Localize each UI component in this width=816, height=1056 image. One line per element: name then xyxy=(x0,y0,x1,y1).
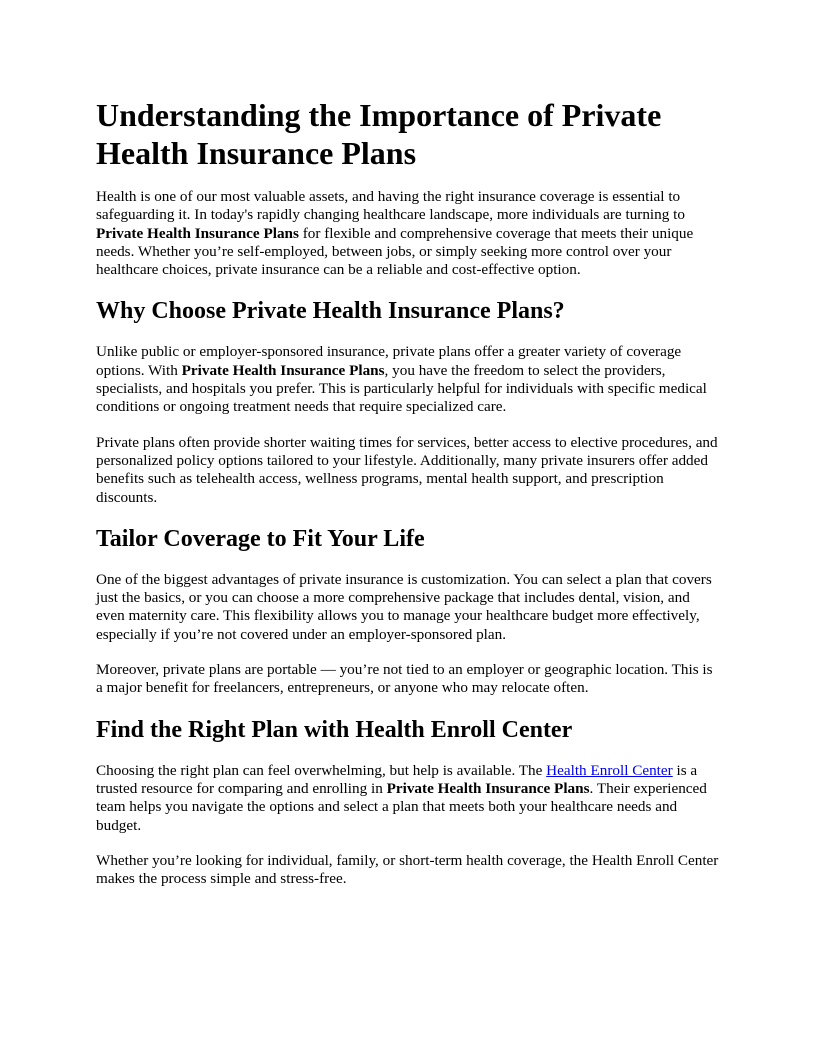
intro-paragraph xyxy=(96,188,722,279)
document-page xyxy=(96,96,722,905)
section1-paragraph-2: Private plans often provide shorter waiting times for services, better access to elective procedures, and personalized policy options tailored to your lifestyle. Additionally, many private insurers offer added benefits such as telehealth access, wellness programs, mental health support, and prescription discounts. xyxy=(96,433,718,506)
section1-bold-term: Private Health Insurance Plans xyxy=(181,361,385,379)
section3-paragraph-1 xyxy=(96,762,722,835)
page-title: Understanding the Importance of Private Health Insurance Plans xyxy=(96,97,662,171)
section3-text-3: . Their experienced team helps you navigate the options and select a plan that meets both your healthcare needs and budget. xyxy=(96,779,707,834)
section1-paragraph-1 xyxy=(96,343,722,416)
section2-paragraph-2: Moreover, private plans are portable — you’re not tied to an employer or geographic location. This is a major benefit for freelancers, entrepreneurs, or anyone who may relocate often. xyxy=(96,661,713,697)
section3-bold-term: Private Health Insurance Plans xyxy=(386,779,590,797)
section2-paragraph-1: One of the biggest advantages of private insurance is customization. You can select a plan that covers just the basics, or you can choose a more comprehensive package that includes dental, vision, and even maternity care. This flexibility allows you to manage your healthcare budget more effectively, especially if you’re not covered under an employer-sponsored plan. xyxy=(96,570,712,643)
section1-text-2: , you have the freedom to select the providers, specialists, and hospitals you prefer. This is particularly helpful for individuals with specific medical conditions or ongoing treatment needs that require specialized care. xyxy=(96,361,707,416)
section-heading-tailor-coverage: Tailor Coverage to Fit Your Life xyxy=(96,525,425,552)
section-heading-find-plan: Find the Right Plan with Health Enroll Center xyxy=(96,716,573,743)
intro-text-1: Health is one of our most valuable assets, and having the right insurance coverage is essential to safeguarding it. In today's rapidly changing healthcare landscape, more individuals are turning to xyxy=(96,188,685,224)
health-enroll-center-link[interactable]: Health Enroll Center xyxy=(546,761,673,779)
section3-text-1: Choosing the right plan can feel overwhelming, but help is available. The xyxy=(96,761,547,779)
intro-text-2: for flexible and comprehensive coverage that meets their unique needs. Whether you’re self-employed, between jobs, or simply seeking more control over your healthcare choices, private insurance can be a reliable and cost-effective option. xyxy=(96,224,694,279)
section3-paragraph-2: Whether you’re looking for individual, family, or short-term health coverage, the Health Enroll Center makes the process simple and stress-free. xyxy=(96,851,719,888)
section-heading-why-choose: Why Choose Private Health Insurance Plans? xyxy=(96,298,565,325)
section1-text-1: Unlike public or employer-sponsored insurance, private plans offer a greater variety of coverage options. With xyxy=(96,343,682,379)
intro-bold-term: Private Health Insurance Plans xyxy=(96,224,299,242)
section3-text-2: is a trusted resource for comparing and enrolling in xyxy=(96,761,698,797)
